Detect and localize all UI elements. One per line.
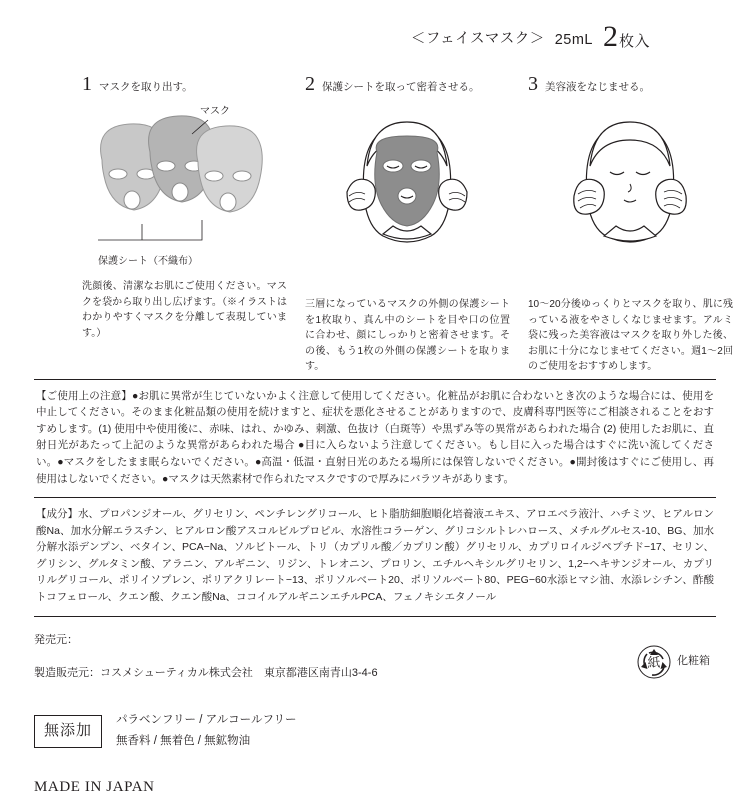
step-3 <box>528 74 733 375</box>
product-type-title: ＜フェイスマスク＞ <box>410 31 545 47</box>
product-count <box>603 22 650 52</box>
step-1-illustration <box>82 100 287 275</box>
made-in-japan: MADE IN JAPAN <box>34 778 155 795</box>
additive-free-badge: 無添加 <box>34 715 102 748</box>
caution-block <box>34 380 716 498</box>
step-2-illustration <box>305 100 510 275</box>
caution-text: ●お肌に異常が生じていないかよく注意して使用してください。化粧品がお肌に合わないとき次のような場合には、使用を中止してください。そのまま化粧品類の使用を続けますと、症状を悪化させることがありますので、皮膚科専門医等にご相談されることをおすすめします。(1) 使用中や使用後に、赤味、はれ、かゆみ、刺激、色抜け（白斑等）や黒ずみ等の異常があらわれた場合 (2) 使用したお肌に、直射日光があたって上記のような異常があらわれた場合 ●目に入らないよう注意してください。もし目に入った場合はすぐに洗い流してください。●マスクをしたまま眠らないでください。●高温・低温・直射日光のあたる場所には保管しないでください。●開封後はすぐにご使用し、再使用はしないでください。●マスクは天然素材で作られたマスクですので厚みにバラツキがあります。 <box>36 389 714 485</box>
step-1-number: 1 <box>82 73 92 95</box>
seller-label: 発売元： <box>34 633 78 646</box>
recycle-label: 化粧箱 <box>677 654 710 667</box>
svg-text:紙: 紙 <box>647 654 661 670</box>
product-volume: 25mL <box>554 32 593 48</box>
step-3-body: 10〜20分後ゆっくりとマスクを取り、肌に残っている液をやさしくなじませます。アルミ袋に残った美容液はマスクを取り外した後、お肌に十分になじませてください。週1〜2回のご使用をおすすめします。 <box>528 299 733 373</box>
additive-free-line-2: 無香料 / 無着色 / 無鉱物油 <box>116 735 251 748</box>
step-3-head <box>528 74 733 94</box>
step-2-body: 三層になっているマスクの外側の保護シートを1枚取り、真ん中のシートを目や口の位置に合わせ、顔にしっかりと密着させます。その後、もう1枚の外側の保護シートを取ります。 <box>305 299 510 373</box>
maker-line: 製造販売元：コスメシューティカル株式会社 東京都港区南青山3-4-6 <box>34 667 378 680</box>
product-count-number: 2 <box>602 20 618 53</box>
step-2-number: 2 <box>305 73 315 95</box>
recycle-mark-group <box>637 645 710 679</box>
label-protective-sheet: 保護シート（不織布） <box>98 256 198 268</box>
ingredients-text: 水、プロパンジオール、グリセリン、ペンチレングリコール、ヒト脂肪細胞順化培養液エキス、アロエベラ液汁、ハチミツ、ヒアルロン酸Na、加水分解エラスチン、ヒアルロン酸アスコルビルプロピル、水溶性コラーゲン、グリコシルトレハロース、メチルグルセス-10、BG、加水分解水添デンプン、ベタイン、PCA−Na、ソルビトール、トリ（カプリル酸／カプリン酸）グリセリル、カプリロイルジペプチド−17、セリン、グリシン、グルタミン酸、アラニン、アルギニン、リジン、トレオニン、プロリン、エチルヘキシルグリセリン、1,2−ヘキサンジオール、カプリリルグリコール、ポリイソプレン、ポリアクリレート−13、ポリソルベート20、ポリソルベート80、PEG−60水添ヒマシ油、水添レシチン、酢酸トコフェロール、クエン酸、クエン酸Na、ココイルアルギニンエチルPCA、フェノキシエタノール <box>36 508 714 604</box>
additive-free-row <box>34 710 716 753</box>
step-1-title: マスクを取り出す。 <box>99 81 193 93</box>
step-1-body: 洗顔後、清潔なお肌にご使用ください。マスクを袋から取り出し広げます。（※イラストはわかりやすくマスクを分離して表現しています。） <box>82 281 287 339</box>
ingredients-block <box>34 498 716 616</box>
step-3-number: 3 <box>528 73 538 95</box>
label-mask: マスク <box>200 106 230 118</box>
recycle-icon <box>637 645 671 679</box>
product-count-unit: 枚入 <box>618 33 650 50</box>
step-2-title: 保護シートを取って密着させる。 <box>322 81 480 93</box>
step-3-title: 美容液をなじませる。 <box>545 81 650 93</box>
step-1 <box>82 74 287 375</box>
additive-free-lines <box>116 710 296 753</box>
ingredients-heading: 【成分】 <box>36 508 79 521</box>
header <box>22 0 728 52</box>
company-info <box>34 617 716 685</box>
step-1-head <box>82 74 287 94</box>
caution-heading: 【ご使用上の注意】 <box>36 389 132 402</box>
step-2-head <box>305 74 510 94</box>
additive-free-line-1: パラベンフリー / アルコールフリー <box>116 714 297 727</box>
step-2 <box>305 74 510 375</box>
step-3-illustration <box>528 100 733 275</box>
instruction-steps <box>22 73 733 375</box>
